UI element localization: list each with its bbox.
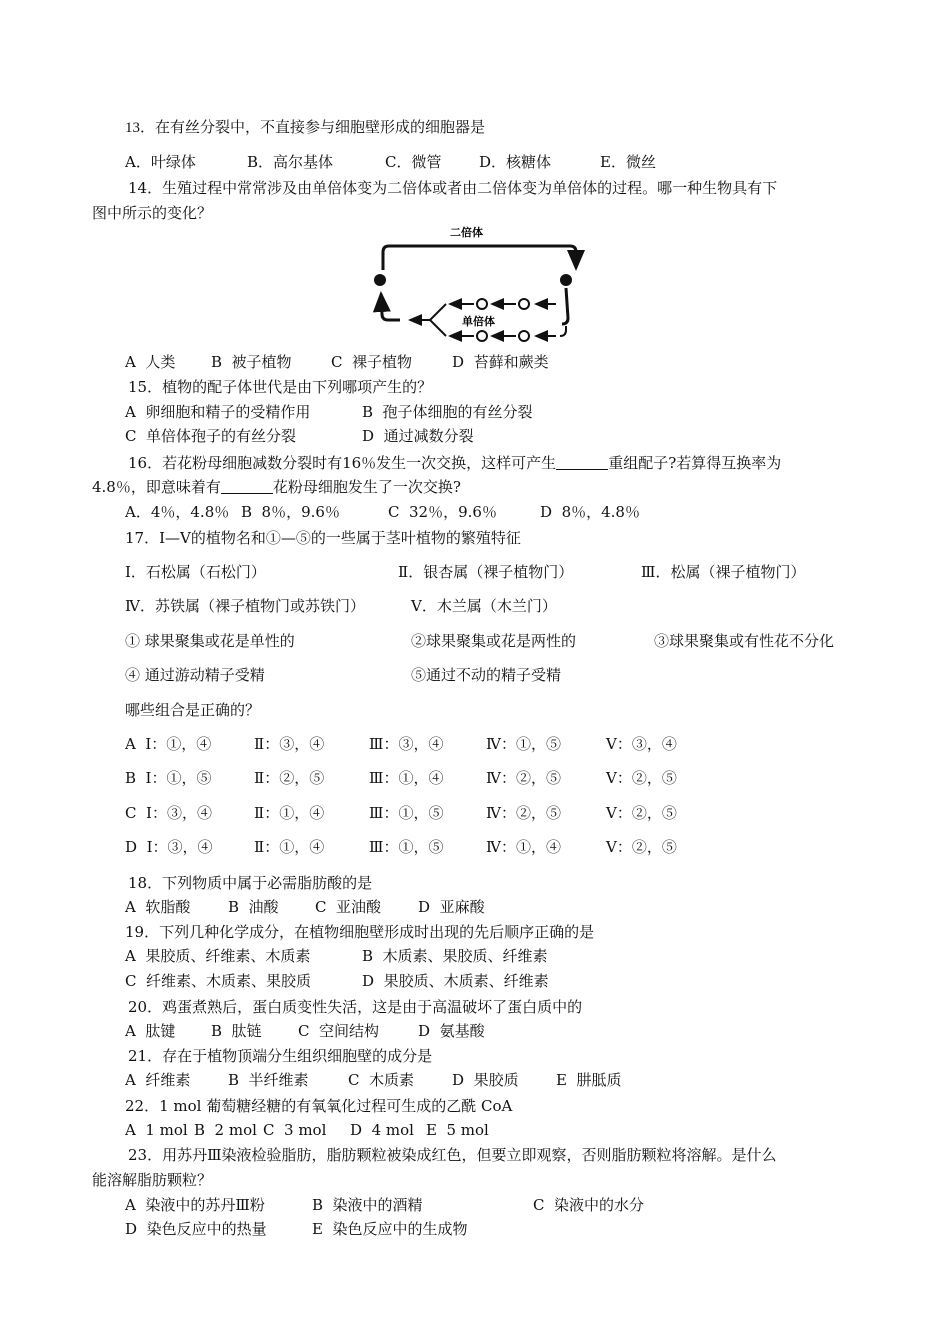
q17-plant-5: Ⅴ．木兰属（木兰门） xyxy=(411,597,557,615)
q14-stem-line1: 14．生殖过程中常常涉及由单倍体变为二倍体或者由二倍体变为单倍体的过程。哪一种生物具有下 xyxy=(128,179,778,197)
q20-stem: 20．鸡蛋煮熟后，蛋白质变性失活，这是由于高温破坏了蛋白质中的 xyxy=(128,998,583,1016)
q16-option-d: D 8％，4.8％ xyxy=(540,503,640,521)
q23-stem-line2: 能溶解脂肪颗粒？ xyxy=(92,1171,213,1189)
q18-stem: 18．下列物质中属于必需脂肪酸的是 xyxy=(128,874,373,892)
ploidy-cycle-diagram xyxy=(370,222,585,347)
q17-option-d-3: Ⅲ：①，⑤ xyxy=(369,838,444,856)
q17-option-c-5: Ⅴ：②，⑤ xyxy=(606,804,677,822)
diploid-arrow-path xyxy=(383,246,576,270)
q17-question: 哪些组合是正确的？ xyxy=(125,701,261,719)
q15-option-d: D 通过减数分裂 xyxy=(362,427,474,445)
q20-option-c: C 空间结构 xyxy=(298,1022,380,1040)
q22-option-b: B 2 mol xyxy=(194,1121,257,1139)
haploid-circle-2 xyxy=(477,299,487,309)
q14-stem-line2: 图中所示的变化？ xyxy=(92,204,213,222)
diploid-label: 二倍体 xyxy=(450,226,483,239)
q14-option-d: D 苔藓和蕨类 xyxy=(452,353,549,371)
q22-option-d: D 4 mol xyxy=(350,1121,414,1139)
q17-option-c-1: C I：③，④ xyxy=(125,804,212,822)
q17-option-d-4: Ⅳ：①，④ xyxy=(486,838,561,856)
q16-option-b: B 8％，9.6％ xyxy=(241,503,340,521)
q17-option-c-3: Ⅲ：①，⑤ xyxy=(369,804,444,822)
zygote-dot-left xyxy=(374,274,386,286)
q17-option-d-1: D I：③，④ xyxy=(125,838,213,856)
q18-option-a: A 软脂酸 xyxy=(125,898,191,916)
q16-blank-2[interactable] xyxy=(221,478,273,494)
haploid-label: 单倍体 xyxy=(462,315,495,328)
q17-option-a-2: Ⅱ：③，④ xyxy=(254,735,325,753)
q13-stem: 13．在有丝分裂中，不直接参与细胞壁形成的细胞器是 xyxy=(125,118,486,136)
q18-option-c: C 亚油酸 xyxy=(315,898,382,916)
q14-option-b: B 被子植物 xyxy=(211,353,292,371)
q17-option-c-2: Ⅱ：①，④ xyxy=(254,804,325,822)
q16-option-a: A．4％，4.8％ xyxy=(125,503,230,521)
q17-option-a-4: Ⅳ：①，⑤ xyxy=(486,735,561,753)
q17-trait-5: ⑤通过不动的精子受精 xyxy=(411,666,562,684)
q17-trait-1: ① 球果聚集或花是单性的 xyxy=(125,632,295,650)
haploid-circle-4 xyxy=(477,331,487,341)
q17-option-b-2: Ⅱ：②，⑤ xyxy=(254,769,325,787)
q19-option-a: A 果胶质、纤维素、木质素 xyxy=(125,947,311,965)
q17-trait-2: ②球果聚集或花是两性的 xyxy=(411,632,577,650)
q13-option-b: B．高尔基体 xyxy=(247,153,334,171)
q21-option-b: B 半纤维素 xyxy=(228,1071,309,1089)
q19-option-b: B 木质素、果胶质、纤维素 xyxy=(362,947,548,965)
q17-plant-2: Ⅱ．银杏属（裸子植物门） xyxy=(398,563,574,581)
q23-option-e: E 染色反应中的生成物 xyxy=(312,1220,468,1238)
q19-stem: 19．下列几种化学成分，在植物细胞壁形成时出现的先后顺序正确的是 xyxy=(125,923,595,941)
q22-option-c: C 3 mol xyxy=(263,1121,327,1139)
q15-stem: 15．植物的配子体世代是由下列哪项产生的？ xyxy=(128,378,433,396)
q23-option-a: A 染液中的苏丹Ⅲ粉 xyxy=(125,1196,265,1214)
q23-option-c: C 染液中的水分 xyxy=(533,1196,645,1214)
q17-option-a-3: Ⅲ：③，④ xyxy=(369,735,444,753)
zygote-dot-right xyxy=(560,274,572,286)
q17-option-c-4: Ⅳ：②，⑤ xyxy=(486,804,561,822)
q15-option-c: C 单倍体孢子的有丝分裂 xyxy=(125,427,297,445)
haploid-circle-1 xyxy=(519,299,529,309)
q19-option-c: C 纤维素、木质素、果胶质 xyxy=(125,972,312,990)
q17-option-b-5: Ⅴ：②，⑤ xyxy=(606,769,677,787)
q17-option-d-5: Ⅴ：②，⑤ xyxy=(606,838,677,856)
q20-option-a: A 肽键 xyxy=(125,1022,176,1040)
q14-option-c: C 裸子植物 xyxy=(331,353,413,371)
q21-option-e: E 肼胝质 xyxy=(556,1071,622,1089)
q14-option-a: A 人类 xyxy=(125,353,176,371)
q22-option-a: A 1 mol xyxy=(125,1121,188,1139)
q15-option-b: B 孢子体细胞的有丝分裂 xyxy=(362,403,533,421)
q21-stem: 21．存在于植物顶端分生组织细胞壁的成分是 xyxy=(128,1047,433,1065)
q16-stem-line2: 4.8％，即意味着有 花粉母细胞发生了一次交换? xyxy=(92,478,461,496)
q17-plant-4: Ⅳ．苏铁属（裸子植物门或苏铁门） xyxy=(125,597,365,615)
q16-blank-1[interactable] xyxy=(556,454,608,470)
q17-trait-4: ④ 通过游动精子受精 xyxy=(125,666,265,684)
q17-trait-3: ③球果聚集或有性花不分化 xyxy=(654,632,835,650)
q17-option-b-3: Ⅲ：①，④ xyxy=(369,769,444,787)
q21-option-d: D 果胶质 xyxy=(452,1071,519,1089)
q17-option-d-2: Ⅱ：①，④ xyxy=(254,838,325,856)
q13-option-a: A．叶绿体 xyxy=(125,153,196,171)
q17-plant-1: I．石松属（石松门） xyxy=(125,563,266,581)
q23-option-b: B 染液中的酒精 xyxy=(312,1196,423,1214)
q21-option-c: C 木质素 xyxy=(348,1071,415,1089)
q17-stem: 17．Ⅰ—Ⅴ的植物名和①—⑤的一些属于茎叶植物的繁殖特征 xyxy=(125,529,521,547)
q17-option-b-1: B I：①，⑤ xyxy=(125,769,212,787)
q16-option-c: C 32％，9.6％ xyxy=(388,503,497,521)
q23-option-d: D 染色反应中的热量 xyxy=(125,1220,267,1238)
q13-option-c: C．微管 xyxy=(385,153,442,171)
q22-option-e: E 5 mol xyxy=(426,1121,489,1139)
q20-option-b: B 肽链 xyxy=(211,1022,262,1040)
q22-stem: 22．1 mol 葡萄糖经糖的有氧氧化过程可生成的乙酰 CoA xyxy=(125,1097,513,1115)
q21-option-a: A 纤维素 xyxy=(125,1071,191,1089)
q17-option-a-1: A I：①，④ xyxy=(125,735,212,753)
q16-stem-line1: 16．若花粉母细胞减数分裂时有16％发生一次交换，这样可产生 重组配子?若算得互换率为 xyxy=(128,454,782,472)
q19-option-d: D 果胶质、木质素、纤维素 xyxy=(362,972,549,990)
q13-option-e: E．微丝 xyxy=(600,153,656,171)
q18-option-b: B 油酸 xyxy=(228,898,279,916)
q18-option-d: D 亚麻酸 xyxy=(418,898,485,916)
q17-plant-3: Ⅲ．松属（裸子植物门） xyxy=(641,563,806,581)
q17-option-b-4: Ⅳ：②，⑤ xyxy=(486,769,561,787)
q15-option-a: A 卵细胞和精子的受精作用 xyxy=(125,403,311,421)
q20-option-d: D 氨基酸 xyxy=(418,1022,485,1040)
q23-stem-line1: 23．用苏丹Ⅲ染液检验脂肪，脂肪颗粒被染成红色，但要立即观察，否则脂肪颗粒将溶解。是什么 xyxy=(128,1146,777,1164)
q13-option-d: D．核糖体 xyxy=(479,153,552,171)
q17-option-a-5: Ⅴ：③，④ xyxy=(606,735,677,753)
haploid-circle-3 xyxy=(519,331,529,341)
